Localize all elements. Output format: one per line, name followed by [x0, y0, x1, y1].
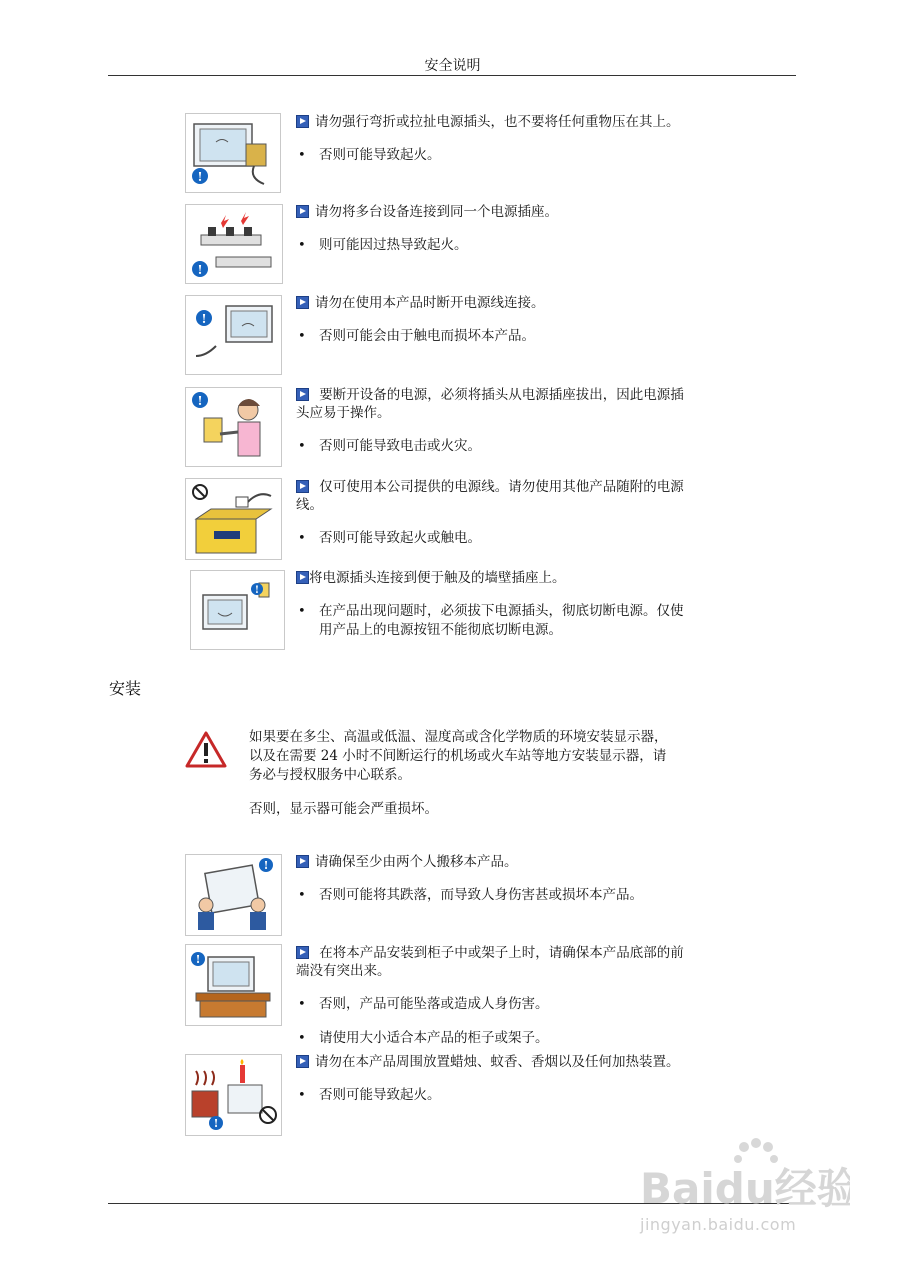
- item-bullet-text: 否则可能将其跌落，而导致人身伤害甚或损坏本产品。: [319, 887, 643, 903]
- header-rule: [108, 75, 796, 76]
- svg-text:!: !: [195, 953, 201, 966]
- bullet-dot: •: [298, 1088, 306, 1103]
- page-header: 安全说明: [424, 58, 481, 74]
- illustration-two-people-carrying: [185, 854, 282, 936]
- item-bullet-text: 否则可能导致电击或火灾。: [319, 438, 481, 454]
- note-square-icon: [296, 1055, 309, 1068]
- item-bullet-text: 否则，产品可能坠落或造成人身伤害。: [319, 996, 549, 1012]
- note-square-icon: [296, 296, 309, 309]
- warning-note: 否则，显示器可能会严重损坏。: [249, 801, 438, 817]
- bullet-dot: •: [298, 439, 306, 454]
- illustration-power-strips: [185, 204, 283, 284]
- svg-text:!: !: [197, 170, 203, 184]
- item-title: 将电源插头连接到便于触及的墙壁插座上。: [309, 570, 566, 586]
- svg-text:!: !: [197, 394, 203, 408]
- watermark-url: jingyan.baidu.com: [640, 1215, 797, 1234]
- warning-text-line: 以及在需要 24 小时不间断运行的机场或火车站等地方安装显示器，请: [249, 748, 667, 764]
- illustration-cable-box: [185, 478, 282, 560]
- item-title: 请勿强行弯折或拉扯电源插头，也不要将任何重物压在其上。: [315, 114, 680, 130]
- watermark-logo-text: Baidu经验: [640, 1164, 850, 1213]
- item-title-line: 头应易于操作。: [296, 405, 391, 421]
- item-title: 请勿在本产品周围放置蜡烛、蚊香、香烟以及任何加热装置。: [315, 1054, 680, 1070]
- note-square-icon: [296, 388, 309, 401]
- section-heading-install: 安装: [109, 679, 142, 698]
- illustration-bent-plug: [185, 113, 281, 193]
- bullet-dot: •: [298, 1031, 306, 1046]
- bullet-dot: •: [298, 888, 306, 903]
- illustration-disconnect-cable: [185, 295, 282, 375]
- item-title: 请确保至少由两个人搬移本产品。: [315, 854, 518, 870]
- note-square-icon: [296, 480, 309, 493]
- item-bullet-text: 否则可能导致起火。: [319, 1087, 441, 1103]
- bullet-dot: •: [298, 604, 306, 619]
- illustration-woman-unplugging: [185, 387, 282, 467]
- bullet-dot: •: [298, 531, 306, 546]
- svg-text:!: !: [197, 263, 203, 277]
- warning-text-line: 如果要在多尘、高温或低温、湿度高或含化学物质的环境安装显示器，: [249, 729, 668, 745]
- illustration-candles-heaters: [185, 1054, 282, 1136]
- warning-text-line: 务必与授权服务中心联系。: [249, 767, 411, 783]
- item-title-line: 在将本产品安装到柜子中或架子上时，请确保本产品底部的前: [315, 945, 684, 961]
- item-bullet-text: 否则可能导致起火。: [319, 147, 441, 163]
- item-bullet-text: 在产品出现问题时，必须拔下电源插头，彻底切断电源。仅使: [319, 603, 684, 619]
- note-square-icon: [296, 571, 309, 584]
- item-title: 请勿将多台设备连接到同一个电源插座。: [315, 204, 558, 220]
- bullet-dot: •: [298, 997, 306, 1012]
- item-title-line: 要断开设备的电源，必须将插头从电源插座拔出，因此电源插: [315, 387, 684, 403]
- bullet-dot: •: [298, 148, 306, 163]
- svg-text:!: !: [263, 859, 269, 872]
- item-title: 请勿在使用本产品时断开电源线连接。: [315, 295, 545, 311]
- item-title-line: 线。: [296, 497, 323, 513]
- illustration-wall-outlet: [190, 570, 285, 650]
- note-square-icon: [296, 946, 309, 959]
- note-square-icon: [296, 205, 309, 218]
- warning-triangle-icon: [184, 730, 228, 774]
- bullet-dot: •: [298, 238, 306, 253]
- svg-text:!: !: [201, 312, 207, 326]
- item-bullet-text: 否则可能会由于触电而损坏本产品。: [319, 328, 535, 344]
- svg-text:!: !: [254, 585, 260, 596]
- baidu-watermark-logo: [640, 1135, 850, 1219]
- note-square-icon: [296, 855, 309, 868]
- item-bullet-text: 否则可能导致起火或触电。: [319, 530, 481, 546]
- item-bullet-text: 则可能因过热导致起火。: [319, 237, 468, 253]
- note-square-icon: [296, 115, 309, 128]
- item-title-line: 端没有突出来。: [296, 963, 391, 979]
- item-title-line: 仅可使用本公司提供的电源线。请勿使用其他产品随附的电源: [315, 479, 684, 495]
- item-bullet-text: 用产品上的电源按钮不能彻底切断电源。: [319, 622, 562, 638]
- illustration-cabinet-shelf: [185, 944, 282, 1026]
- svg-text:!: !: [213, 1117, 219, 1130]
- bullet-dot: •: [298, 329, 306, 344]
- item-bullet-text: 请使用大小适合本产品的柜子或架子。: [319, 1030, 549, 1046]
